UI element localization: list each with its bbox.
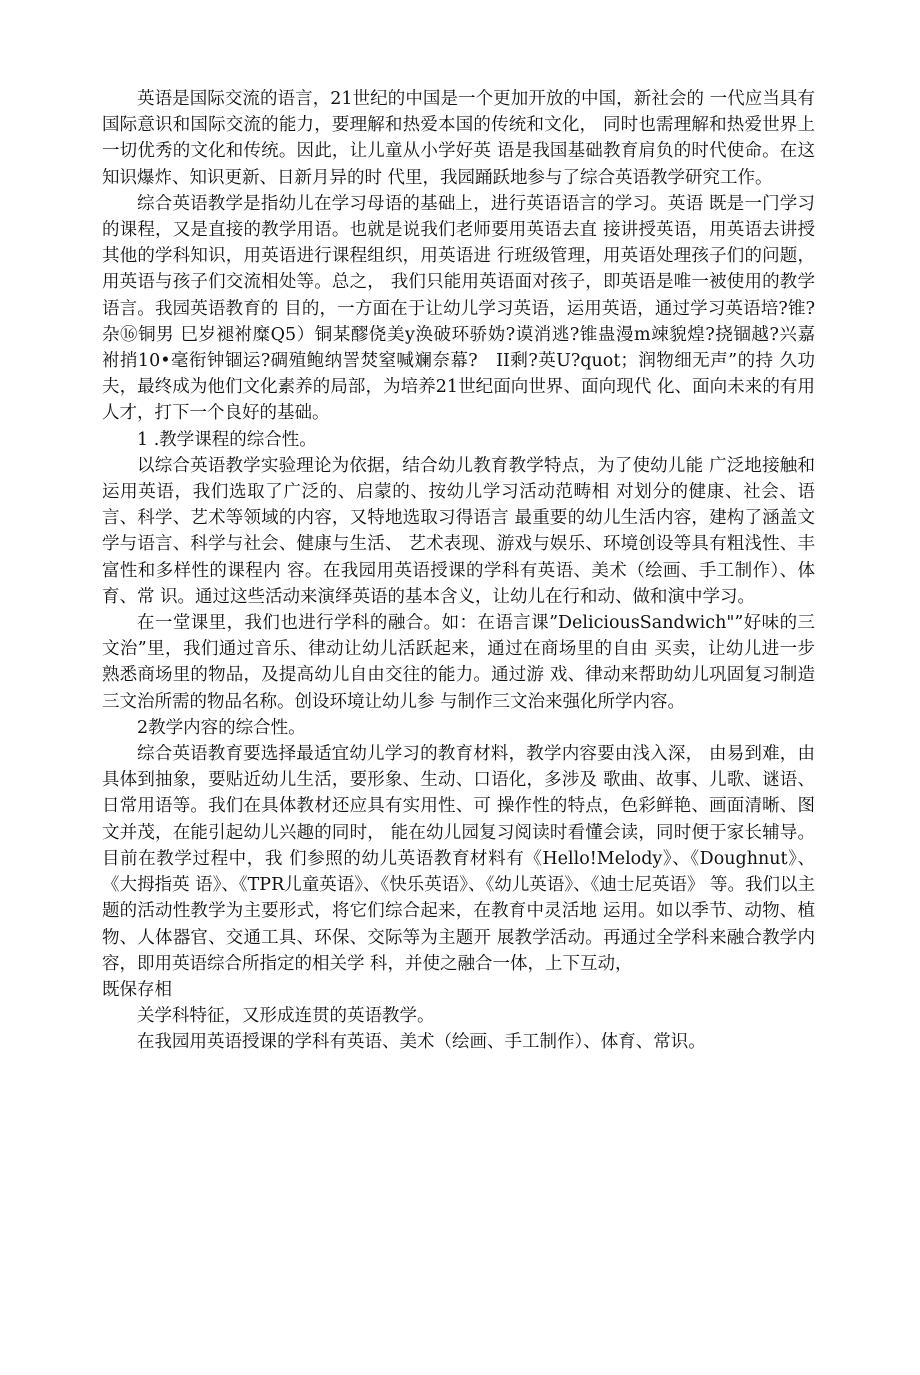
- section-heading-curriculum: 1 .教学课程的综合性。: [137, 429, 317, 450]
- paragraph-continuation: 既保存相: [102, 979, 172, 1000]
- paragraph-definition: 综合英语教学是指幼儿在学习母语的基础上，进行英语语言的学习。英语 既是一门学习的课程，又是直接的教学用语。也就是说我们老师要用英语去直 接讲授英语，用英语去讲授其他的学科知识，用英语进行课程组织，用英语进 行班级管理，用英语处理孩子们的问题，用英语与孩子们交流相处等。总之， 我们只能用英语面对孩子，即英语是唯一被使用的教学语言。我园英语教育的 目的，一方面在于让幼儿学习英语，运用英语，通过学习英语培?锥?杂⑯铜男 巳岁褪袝糜Q5）铜某醪侥美y涣破环骄妫?谟消逃?锥蛊漫m竦貌煌?挠锢越?兴嘉 袝捎10•毫衔钟锢运?碉殖鲍纳詈焚窒喊斓奈幕? II剩?英U?quot；润物细无声”的持 久功夫，最终成为他们文化素养的局部，为培养21世纪面向世界、面向现代 化、面向未来的有用人才，打下一个良好的基础。: [102, 193, 850, 424]
- paragraph-continuation-indented: 关学科特征，又形成连贯的英语教学。: [137, 1006, 435, 1027]
- paragraph-curriculum: 以综合英语教学实验理论为依据，结合幼儿教育教学特点，为了使幼儿能 广泛地接触和运用英语，我们选取了广泛的、启蒙的、按幼儿学习活动范畴相 对划分的健康、社会、语言、科学、艺术等领域的内容，又特地选取习得语言 最重要的幼儿生活内容，建构了涵盖文学与语言、科学与社会、健康与生活、 艺术表现、游戏与娱乐、环境创设等具有粗浅性、丰富性和多样性的课程内 容。在我园用英语授课的学科有英语、美术（绘画、手工制作）、体育、常 识。通过这些活动来演绎英语的基本含义，让幼儿在行和动、做和演中学习。: [102, 455, 815, 607]
- paragraph-intro: 英语是国际交流的语言，21世纪的中国是一个更加开放的中国，新社会的 一代应当具有国际意识和国际交流的能力，要理解和热爱本国的传统和文化， 同时也需理解和热爱世界上一切优秀的文化和传统。因此，让儿童从小学好英 语是我国基础教育肩负的时代使命。在这知识爆炸、知识更新、日新月异的时 代里，我园踊跃地参与了综合英语教学研究工作。: [102, 89, 815, 188]
- section-heading-content: 2教学内容的综合性。: [137, 717, 306, 738]
- paragraph-content: 综合英语教育要选择最适宜幼儿学习的教育材料，教学内容要由浅入深， 由易到难，由具体到抽象，要贴近幼儿生活，要形象、生动、口语化，多涉及 歌曲、故事、儿歌、谜语、日常用语等。我们在具体教材还应具有实用性、可 操作性的特点，色彩鲜艳、画面清晰、图文并茂，在能引起幼儿兴趣的同时， 能在幼儿园复习阅读时看懂会读，同时便于家长辅导。目前在教学过程中，我 们参照的幼儿英语教育材料有《Hello!Melody》、《Doughnut》、《大拇指英 语》、《TPR儿童英语》、《快乐英语》、《幼儿英语》、《迪士尼英语》 等。我们以主题的活动性教学为主要形式，将它们综合起来，在教育中灵活地 运用。如以季节、动物、植物、人体器官、交通工具、环保、交际等为主题开 展教学活动。再通过全学科来融合教学内容，即用英语综合所指定的相关学 科，并使之融合一体，上下互动，: [102, 744, 815, 974]
- paragraph-lesson-example: 在一堂课里，我们也进行学科的融合。如：在语言课”DeliciousSandwich"”好味的三文治”里，我们通过音乐、律动让幼儿活跃起来，通过在商场里的自由 买卖，让幼儿进一步熟悉商场里的物品，及提高幼儿自由交往的能力。通过游 戏、律动来帮助幼儿巩固复习制造三文治所需的物品名称。创设环境让幼儿参 与制作三文治来强化所学内容。: [102, 613, 815, 712]
- paragraph-subjects-summary: 在我园用英语授课的学科有英语、美术（绘画、手工制作）、体育、常识。: [137, 1032, 706, 1053]
- document-body: [102, 86, 850, 1056]
